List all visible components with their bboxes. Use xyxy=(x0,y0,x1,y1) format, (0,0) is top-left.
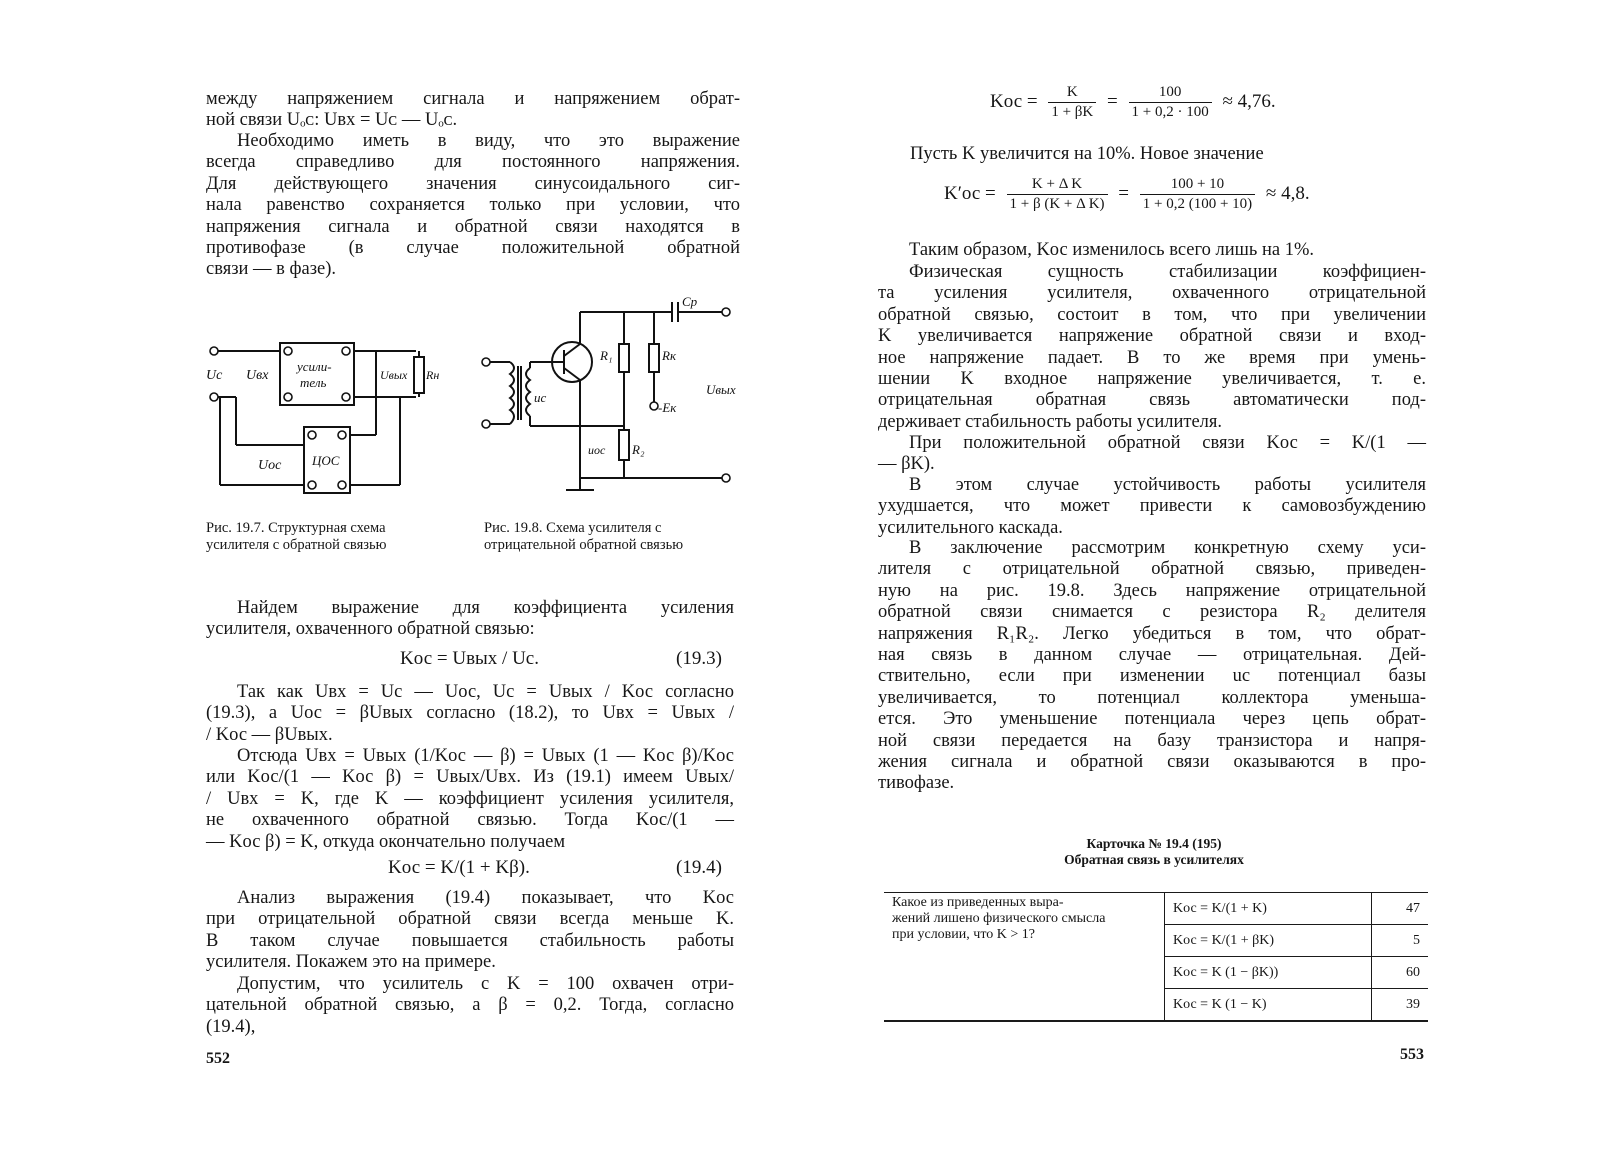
text-line: ствительно, если при изменении uс потенциал базы xyxy=(878,666,1426,687)
text-line: лителя с отрицательной обратной связью, приведен- xyxy=(878,559,1426,580)
increase-paragraph xyxy=(910,144,1430,165)
card-subtitle: Обратная связь в усилителях xyxy=(1064,852,1244,867)
equation-19-4-number: (19.4) xyxy=(676,857,722,878)
uvx-label: Uвх xyxy=(246,368,269,383)
text-line: В заключение рассмотрим конкретную схему уси- xyxy=(909,538,1426,558)
note-paragraph xyxy=(206,131,740,281)
text-line: (19.3), а Uос = βUвых согласно (18.2), то Uвх = Uвых / xyxy=(206,703,734,724)
find-paragraph xyxy=(206,598,734,641)
figure-19-8-amplifier-schematic xyxy=(474,290,754,505)
analysis-paragraph xyxy=(206,888,734,974)
thus-paragraph xyxy=(878,240,1426,261)
text-line: ное напряжение падает. В то же время при умень- xyxy=(878,347,1426,368)
text-line: / Uвх = K, где K — коэффициент усиления усилителя, xyxy=(206,788,734,809)
text-line: В этом случае устойчивость работы усилителя xyxy=(909,475,1426,495)
feedback-circuit-label: ЦОС xyxy=(312,453,340,468)
figure-19-8-caption: Рис. 19.8. Схема усилителя с отрицательной обратной связью xyxy=(484,520,684,553)
uvyx-label: Uвых xyxy=(380,368,408,382)
text-line: жения сигнала и обратной связи оказываются в про- xyxy=(878,752,1426,773)
text-line: отрицательная обратная связь автоматически под- xyxy=(878,390,1426,411)
card-option[interactable]: Kос = K (1 − βK)) xyxy=(1165,957,1372,989)
rn-label: Rн xyxy=(426,368,440,382)
text-line: — Kос β) = K, откуда окончательно получаем xyxy=(206,831,566,852)
equation-k-example: Kос = $\frac{K}{1 + \beta K}$ = $\frac{100}{1 + 0,2 \cdot 100}$ ≈ 4,76. xyxy=(990,84,1276,120)
equation-19-4: Kос = K/(1 + Kβ). xyxy=(388,857,530,878)
text-line: противофазе (в случае положительной обратной xyxy=(206,238,740,259)
text-line: В таком случае повышается стабильность работы xyxy=(206,930,734,951)
amp-label-2: тель xyxy=(300,375,327,390)
conclusion-paragraph xyxy=(878,538,1426,795)
card-option[interactable]: Kос = K/(1 + βK) xyxy=(1165,925,1372,957)
text-line: (19.4), xyxy=(206,1016,256,1037)
text-line: при отрицательной обратной связи всегда меньше K. xyxy=(206,909,734,930)
text-line: Найдем выражение для коэффициента усиления xyxy=(237,598,734,618)
text-line: Необходимо иметь в виду, что это выражение xyxy=(237,131,740,151)
text-line: не охваченного обратной связью. Тогда Kос/(1 — xyxy=(206,810,734,831)
text-line: ная связь в данном случае — отрицательная. Дей- xyxy=(878,645,1426,666)
text-line: напряжения сигнала и обратной связи находятся в xyxy=(206,216,740,237)
cp-label: Cр xyxy=(682,294,698,309)
text-line: Так как Uвх = Uс — Uос, Uс = Uвых / Kос согласно xyxy=(237,682,734,702)
text-line: обратной связи снимается с резистора R₂ делителя xyxy=(878,602,1426,623)
since-paragraph xyxy=(206,682,734,746)
text-line: Анализ выражения (19.4) показывает, что Kос xyxy=(237,888,734,908)
uc-label: uc xyxy=(534,390,547,405)
text-line: Пусть K увеличится на 10%. Новое значение xyxy=(910,144,1264,164)
r1-label: R₁ xyxy=(600,348,613,363)
case-paragraph xyxy=(878,475,1426,539)
text-line: Таким образом, Kос изменилось всего лишь на 1%. xyxy=(909,240,1314,260)
uos-label: Uос xyxy=(258,458,282,473)
amp-label-1: усили- xyxy=(297,359,332,374)
text-line: всегда справедливо для постоянного напряжения. xyxy=(206,152,740,173)
text-line: K увеличивается напряжение обратной связи и вход- xyxy=(878,326,1426,347)
text-line: усилителя. Покажем это на примере. xyxy=(206,952,496,973)
text-line: обратной связью, состоит в том, что при увеличении xyxy=(878,304,1426,325)
card-option[interactable]: Kос = K/(1 + K) xyxy=(1165,893,1372,925)
figure-19-7-caption: Рис. 19.7. Структурная схема усилителя с обратной связью xyxy=(206,520,387,553)
text-line: усилителя, охваченного обратной связью: xyxy=(206,619,535,640)
uvyx-label: Uвых xyxy=(706,382,736,397)
rk-label: Rк xyxy=(662,348,677,363)
positive-feedback-paragraph xyxy=(878,433,1426,476)
text-line: шении K входное напряжение увеличивается, т. е. xyxy=(878,369,1426,390)
text-line: — βK). xyxy=(878,454,935,475)
text-line: Физическая сущность стабилизации коэффициен- xyxy=(909,262,1426,282)
card-option-code: 39 xyxy=(1372,989,1429,1022)
hence-paragraph xyxy=(206,746,734,853)
text-line: / Kос — βUвых. xyxy=(206,724,333,745)
text-line: ную на рис. 19.8. Здесь напряжение отрицательной xyxy=(878,580,1426,601)
uos-label: uос xyxy=(588,443,606,457)
page-number-left: 552 xyxy=(206,1050,230,1067)
text-line: ухудшается, что может привести к самовозбуждению xyxy=(878,496,1426,517)
page-number-right: 553 xyxy=(1400,1046,1424,1063)
card-option-code: 60 xyxy=(1372,957,1429,989)
text-line: Для действующего значения синусоидального сиг- xyxy=(206,173,740,194)
text-line: Допустим, что усилитель с K = 100 охвачен отри- xyxy=(237,974,734,994)
r2-label: R₂ xyxy=(632,442,645,457)
text-line: связи — в фазе). xyxy=(206,259,337,280)
table-row xyxy=(884,893,1428,925)
card-option-code: 47 xyxy=(1372,893,1429,925)
text-line: ной связи Uₒᴄ: Uвх = Uᴄ — Uₒᴄ. xyxy=(206,110,458,131)
text-line: усилительного каскада. xyxy=(878,517,1063,538)
uc-label: Uc xyxy=(206,368,223,383)
intro-paragraph xyxy=(206,89,740,132)
card-table xyxy=(884,892,1428,1022)
equation-19-3: Kос = Uвых / Uс. xyxy=(400,648,539,669)
figure-19-7-block-diagram xyxy=(200,335,450,505)
text-line: цательной обратной связью, а β = 0,2. Тогда, согласно xyxy=(206,995,734,1016)
text-line: увеличивается, то потенциал коллектора уменьша- xyxy=(878,687,1426,708)
text-line: та усиления усилителя, охваченного отрицательной xyxy=(878,283,1426,304)
card-title: Карточка № 19.4 (195) xyxy=(1086,836,1222,851)
example-paragraph xyxy=(206,974,734,1038)
text-line: тивофазе. xyxy=(878,773,955,794)
card-option-code: 5 xyxy=(1372,925,1429,957)
text-line: напряжения R₁R₂. Легко убедиться в том, что обрат- xyxy=(878,623,1426,644)
card-question: Какое из приведенных выра- жений лишено физического смысла при условии, что K > 1? xyxy=(884,893,1165,1022)
text-line: держивает стабильность работы усилителя. xyxy=(878,411,1223,432)
text-line: или Kос/(1 — Kос β) = Uвых/Uвх. Из (19.1) имеем Uвых/ xyxy=(206,767,734,788)
ek-label: -Eк xyxy=(658,400,677,415)
text-line: нала равенство сохраняется только при условии, что xyxy=(206,195,740,216)
equation-19-3-number: (19.3) xyxy=(676,648,722,669)
text-line: ной связи передается на базу транзистора и напря- xyxy=(878,730,1426,751)
text-line: Отсюда Uвх = Uвых (1/Kос — β) = Uвых (1 — Kос β)/Kос xyxy=(237,746,734,766)
text-line: между напряжением сигнала и напряжением обрат- xyxy=(206,89,740,109)
physical-paragraph xyxy=(878,262,1426,433)
card-option[interactable]: Kос = K (1 − K) xyxy=(1165,989,1372,1022)
text-line: ется. Это уменьшение потенциала через цепь обрат- xyxy=(878,709,1426,730)
equation-k-increased: K′ос = $\frac{\text{K + Δ K}}{\text{1 + β (K + Δ K)}}$ = $\frac{100 + 10}{1 + 0,2 (100 + 10)}$ ≈ 4,8. xyxy=(944,176,1310,212)
text-line: При положительной обратной связи Kос = K/(1 — xyxy=(909,433,1426,453)
